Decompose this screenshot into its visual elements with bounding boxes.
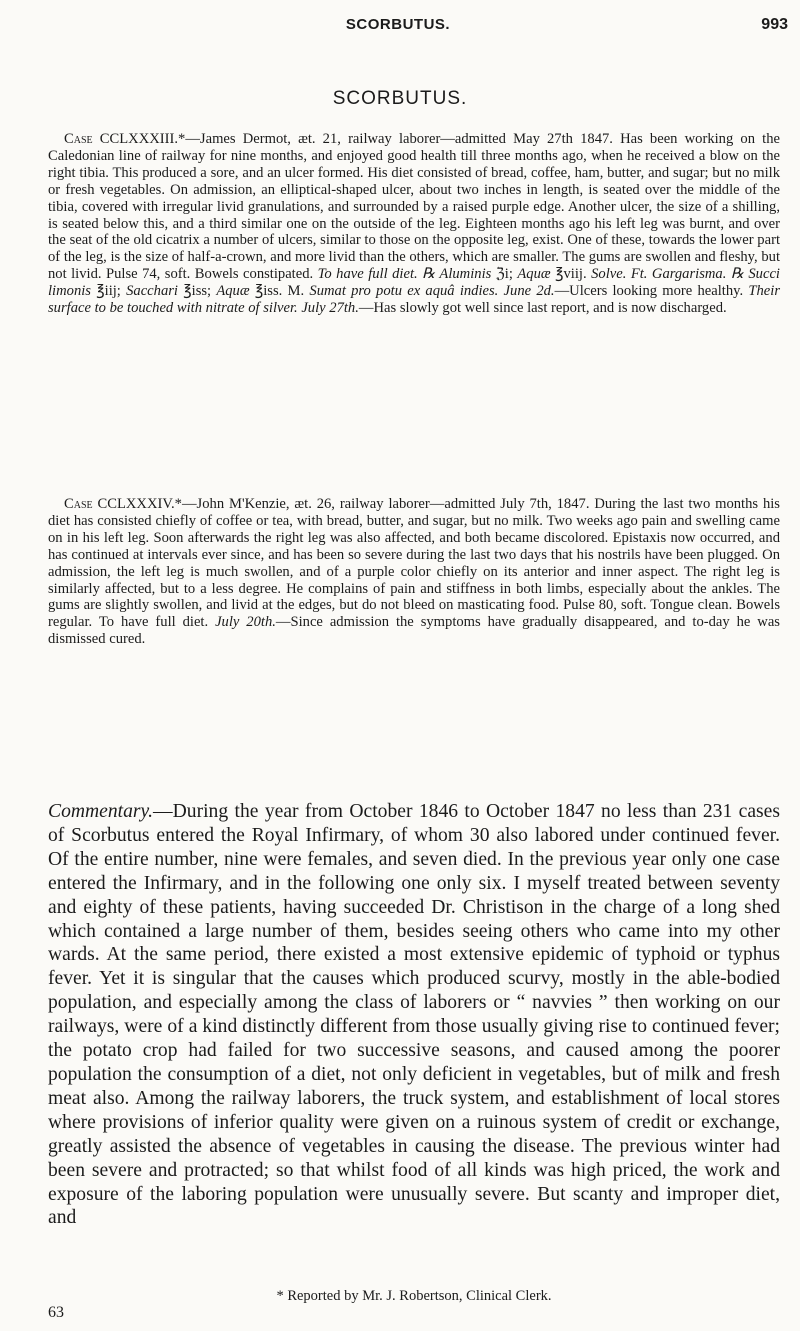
prescription-text: Their surface to be touched with nitrate of silver. July 27th. <box>48 283 780 317</box>
date-text: July 20th. <box>215 614 276 631</box>
prescription-text: Aquæ <box>517 266 551 283</box>
case-text: ℥iij; <box>90 283 127 300</box>
commentary-section <box>48 800 780 1230</box>
commentary-text: —During the year from October 1846 to October 1847 no less than 231 cases of Scorbutus entered the Royal Infirmary, of whom 30 also labored under continued fever. Of the entire number, nine were females, and seven died. In the previous year only one case entered the Infirmary, and in the following one only six. I myself treated between seventy and eighty of these patients, having succeeded Dr. Christison in the charge of a long shed which contained a large number of them, besides seeing others who came into my other wards. At the same period, there existed a most extensive epidemic of typhoid or typhus fever. Yet it is singular that the causes which produced scurvy, mostly in the able-bodied population, and especially among the class of laborers or “ navvies ” then working on our railways, were of a kind distinctly different from those usually giving rise to continued fever; the potato crop had failed for two successive seasons, and caused among the poorer population the consumption of a diet, not only deficient in vegetables, but of milk and fresh meat also. Among the railway laborers, the truck system, and establishment of local stores where provisions of inferior quality were given on a ruinous system of credit or exchange, greatly assisted the absence of vegetables in causing the disease. The previous winter had been severe and protracted; so that whilst food of all kinds was high priced, the work and exposure of the laboring population were unusually severe. But scanty and improper diet, and <box>48 801 780 1229</box>
case-text: —John M'Kenzie, æt. 26, railway laborer—admitted July 7th, 1847. During the last two months his diet has consisted chiefly of coffee or tea, with bread, butter, and sugar, but no milk. Two weeks ago pain and swelling came on in his left leg. Soon afterwards the right leg was also affected, and both became discolored. Epistaxis now occurred, and has continued at intervals ever since, and has been so severe during the last two days that his nostrils have been plugged. On admission, the left leg is much swollen, and of a purple color chiefly on its anterior and inner aspect. The right leg is similarly affected, but to a less degree. He complains of pain and stiffness in both limbs, especially about the ankles. The gums are slightly swollen, and livid at the edges, but do not bleed on masticating food. Pulse 80, soft. Tongue clean. Bowels regular. To have full diet. <box>48 496 780 631</box>
prescription-text: Solve. Ft. Gargarisma. ℞ Succi limonis <box>48 266 780 300</box>
prescription-text: Sacchari <box>126 283 178 300</box>
commentary-label: Commentary. <box>48 801 154 822</box>
case-text: —Since admission the symptoms have gradually disappeared, and to-day he was dismissed cured. <box>48 614 780 648</box>
case-text: ℥iss. M. <box>249 283 310 300</box>
case-text: ℥viij. <box>550 266 592 283</box>
case-report-284 <box>48 496 780 648</box>
prescription-text: Sumat pro potu ex aquâ indies. June 2d. <box>309 283 555 300</box>
case-label: Case CCLXXXIV.* <box>64 496 182 512</box>
case-text: —James Dermot, æt. 21, railway laborer—admitted May 27th 1847. Has been working on the Caledonian line of railway for nine months, and enjoyed good health till three months ago, when he received a blow on the right tibia. This produced a sore, and an ulcer formed. His diet consisted of bread, coffee, ham, butter, and sugar; but no milk or fresh vegetables. On admission, an elliptical-shaped ulcer, about two inches in length, is seated over the middle of the tibia, covered with irregular livid granulations, and surrounded by a raised purple edge. Another ulcer, the size of a shilling, is seated below this, and a third similar one on the outside of the leg. Eighteen months ago his left leg was burnt, and over the seat of the old cicatrix a number of ulcers, similar to those on the opposite leg, exist. One of these, towards the lower part of the leg, is the size of half-a-crown, and more livid than the others, which are smaller. The gums are swollen and fleshy, but not livid. Pulse 74, soft. Bowels constipated. <box>48 131 780 283</box>
case-text: —Has slowly got well since last report, and is now discharged. <box>358 300 727 317</box>
signature-mark: 63 <box>48 1304 64 1321</box>
case-paragraph <box>48 131 780 317</box>
running-head-title: SCORBUTUS. <box>345 16 451 33</box>
commentary-paragraph <box>48 800 780 1230</box>
section-heading: SCORBUTUS. <box>332 88 468 109</box>
case-text: ℥iss; <box>177 283 217 300</box>
case-report-283 <box>48 131 780 317</box>
prescription-text: Aquæ <box>216 283 250 300</box>
page-number: 993 <box>761 16 788 33</box>
case-paragraph <box>48 496 780 648</box>
case-text: ℨi; <box>491 266 518 283</box>
case-label: Case CCLXXXIII.* <box>64 131 186 147</box>
prescription-text: To have full diet. ℞ Aluminis <box>317 266 492 283</box>
footnote: * Reported by Mr. J. Robertson, Clinical Clerk. <box>276 1288 552 1304</box>
running-head <box>48 16 788 40</box>
case-text: —Ulcers looking more healthy. <box>554 283 749 300</box>
